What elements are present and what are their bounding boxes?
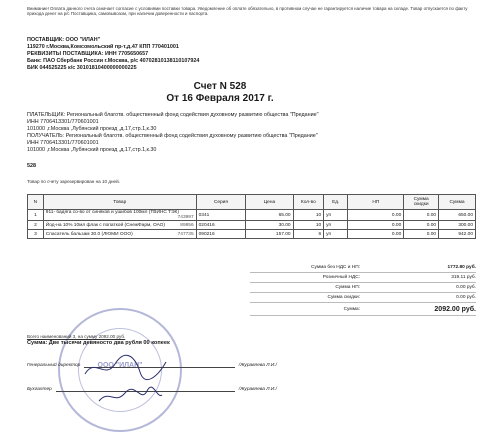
table-header-row: [28, 195, 476, 210]
accountant-signature-image: [95, 385, 165, 407]
total-label: Розничный НДС:: [322, 275, 360, 280]
reserve-note: Товар по счету зарезервирован на 10 дней.: [27, 179, 120, 184]
row-vat: 0.00: [348, 221, 404, 230]
col-num: N: [28, 195, 44, 210]
accountant-label: Бухгалтер: [27, 387, 52, 392]
total-value: 319.11 руб.: [451, 275, 476, 280]
product-code: 743997: [177, 215, 194, 220]
total-row-vat: [250, 273, 476, 283]
payer-label: ПЛАТЕЛЬЩИК: Региональный благотв. общественный фонд содействия духовному развитию общества "Предание": [27, 112, 319, 118]
row-series: 020416: [196, 221, 246, 230]
invoice-date: От 16 Февраля 2017 г.: [166, 93, 274, 104]
col-price: Цена: [246, 195, 293, 210]
col-qty: Кол-во: [293, 195, 324, 210]
sum-words-line: Сумма: Две тысячи девяносто два рубля 00 копеек: [27, 340, 170, 346]
row-discount: 0.00: [404, 210, 439, 221]
row-series: 090216: [196, 230, 246, 239]
sum-in-words: [27, 333, 277, 347]
col-series: Серия: [196, 195, 246, 210]
row-num: 1: [28, 210, 44, 221]
total-value: 0.00 руб.: [456, 295, 476, 300]
row-qty: 6: [293, 230, 324, 239]
col-sum: Сумма: [439, 195, 476, 210]
row-qty: 10: [293, 210, 324, 221]
table-row: [28, 230, 476, 239]
total-row-grand: [250, 303, 476, 316]
row-price: 30.00: [246, 221, 293, 230]
director-label: Генеральный директор: [27, 363, 81, 368]
row-qty: 10: [293, 221, 324, 230]
table-row: [28, 221, 476, 230]
row-vat: 0.00: [348, 230, 404, 239]
total-row-discount: [250, 293, 476, 303]
row-series: 0341: [196, 210, 246, 221]
row-price: 65.00: [246, 210, 293, 221]
product-code: 89856: [180, 222, 194, 228]
supplier-bank: Банк: ПАО Сбербанк России г.Москва, р/с 40702810138110107924: [27, 58, 200, 64]
items-count-line: Всего наименований 3, на сумму 2092.00 руб.: [27, 334, 126, 339]
row-num: 3: [28, 230, 44, 239]
invoice-title: Счет N 528: [193, 81, 247, 92]
row-product: [43, 210, 196, 221]
product-code: 747735: [177, 231, 194, 237]
total-value: 0.00 руб.: [456, 285, 476, 290]
row-discount: 0.00: [404, 230, 439, 239]
grand-total-value: 2092.00 руб.: [434, 305, 476, 313]
payer-address: 101000 ,г.Москва ,Лубянский проезд ,д.17,стр.1,к.30: [27, 126, 157, 132]
supplier-address: 119270 г.Москва,Комсомольский пр-т,д.47 КПП 770401001: [27, 44, 179, 50]
supplier-bik: БИК 044525225 к/с 30101810400000000225: [27, 65, 137, 71]
stamp-text: ООО "ИЛАН": [97, 362, 143, 369]
total-label: Сумма без НДС и НП:: [311, 265, 360, 270]
totals-block: [250, 263, 476, 316]
row-unit: уп: [324, 230, 348, 239]
row-unit: уп: [324, 221, 348, 230]
col-product: Товар: [43, 195, 196, 210]
row-vat: 0.00: [348, 210, 404, 221]
items-table: [27, 194, 476, 239]
payment-notice: Внимание! Оплата данного счета означает согласие с условиями поставки товара. Уведомление об оплате обязательно, в противном случае не гарантируется наличие товара на складе. Товар отпускается по факту прихода денег на р/с Поставщика, самовывозом, при наличии доверенности и паспорта.: [27, 6, 468, 17]
col-unit: Ед.: [324, 195, 348, 210]
recipient-address: 101000 ,г.Москва ,Лубянский проезд ,д.17,стр.1,к.30: [27, 147, 157, 153]
row-discount: 0.00: [404, 221, 439, 230]
accountant-name: /Журавлева Л.И./: [238, 387, 277, 392]
total-label: Сумма скидки:: [327, 295, 360, 300]
total-row-net: [250, 263, 476, 273]
row-sum: 300.00: [439, 221, 476, 230]
row-product: [43, 230, 196, 239]
recipient-inn: ИНН 7706413301/770601001: [27, 140, 99, 146]
product-name: 911- бадяга со-во от синяков и ушибов 100мл (ТВИНС ТЭК): [45, 210, 179, 215]
row-sum: 942.00: [439, 230, 476, 239]
invoice-number: 528: [27, 163, 36, 169]
payer-block: [27, 112, 319, 185]
supplier-name: ПОСТАВЩИК: ООО "ИЛАН": [27, 37, 101, 43]
director-name: /Журавлева Л.И./: [238, 363, 277, 368]
row-price: 157.00: [246, 230, 293, 239]
supplier-inn: РЕКВИЗИТЫ ПОСТАВЩИКА: ИНН 7705650657: [27, 51, 149, 57]
row-unit: уп: [324, 210, 348, 221]
recipient-label: ПОЛУЧАТЕЛЬ: Региональный благотв. общественный фонд содействия духовному развитию общества "Предание": [27, 133, 318, 139]
payer-inn: ИНН 7706413301/770601001: [27, 119, 99, 125]
row-sum: 650.00: [439, 210, 476, 221]
row-product: [43, 221, 196, 230]
product-name: Йод-на 10% 10мл флак с попаткой (СнежФарм, ОАО): [45, 222, 166, 228]
signature-stroke: [85, 355, 166, 379]
total-label: Сумма НП:: [335, 285, 360, 290]
total-value: 1772.80 руб.: [447, 265, 476, 270]
col-discount: Сумма скидки: [404, 195, 439, 210]
table-row: [28, 210, 476, 221]
total-label: Сумма:: [343, 306, 360, 312]
col-vat: НП: [348, 195, 404, 210]
product-name: Спасатель бальзам 30.0 (ЛЮМИ ООО): [45, 231, 133, 237]
row-num: 2: [28, 221, 44, 230]
director-signature-image: [80, 352, 170, 382]
signature-stroke: [99, 387, 162, 401]
total-row-np: [250, 283, 476, 293]
supplier-block: [27, 37, 199, 72]
